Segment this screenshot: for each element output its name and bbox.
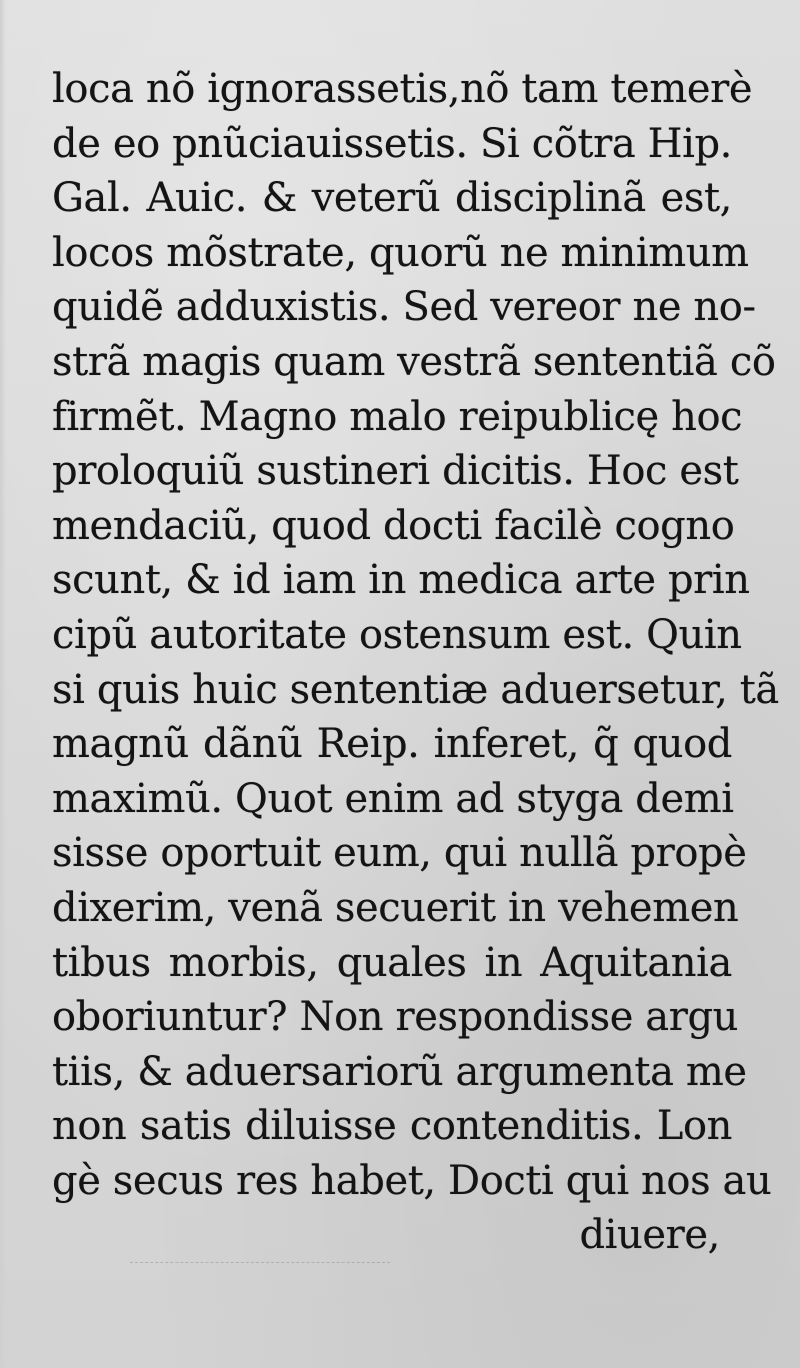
text-line: non satis diluisse contenditis. Lon [52, 1103, 732, 1150]
text-line: quidẽ adduxistis. Sed vereor ne no- [52, 284, 756, 331]
text-line: proloquiũ sustineri dicitis. Hoc est [52, 448, 739, 495]
text-line: strã magis quam vestrã sententiã cõ [52, 338, 776, 385]
text-line: scunt, & id iam in medica arte prin [52, 557, 750, 604]
text-line: sisse oportuit eum, qui nullã propè [52, 830, 747, 877]
text-line: gè secus res habet, Docti qui nos au [52, 1157, 772, 1204]
text-line: mendaciũ, quod docti facilè cogno [52, 502, 735, 549]
text-line: firmẽt. Magno malo reipublicę hoc [52, 393, 743, 440]
show-through-rule [130, 1262, 390, 1263]
text-line: de eo pnũciauissetis. Si cõtra Hip. [52, 120, 732, 167]
text-line: oboriuntur? Non respondisse argu [52, 994, 739, 1041]
text-line: tiis, & aduersariorũ argumenta me [52, 1048, 747, 1095]
text-block [52, 62, 779, 1263]
text-line: Gal. Auic. & veterũ disciplinã est, [52, 175, 732, 222]
text-line: magnũ dãnũ Reip. inferet, q̃ quod [52, 721, 732, 768]
text-line: tibus morbis, quales in Aquitania [52, 939, 732, 986]
text-line: maximũ. Quot enim ad styga demi [52, 775, 734, 822]
text-line: si quis huic sententiæ aduersetur, tã [52, 666, 779, 713]
catchword: diuere, [579, 1212, 720, 1259]
text-line: loca nõ ignorassetis,nõ tam temerè [52, 66, 753, 112]
text-line: locos mõstrate, quorũ ne minimum [52, 229, 749, 276]
text-line: cipũ autoritate ostensum est. Quin [52, 611, 742, 658]
text-line: dixerim, venã secuerit in vehemen [52, 884, 739, 931]
page-edge [0, 0, 6, 1368]
